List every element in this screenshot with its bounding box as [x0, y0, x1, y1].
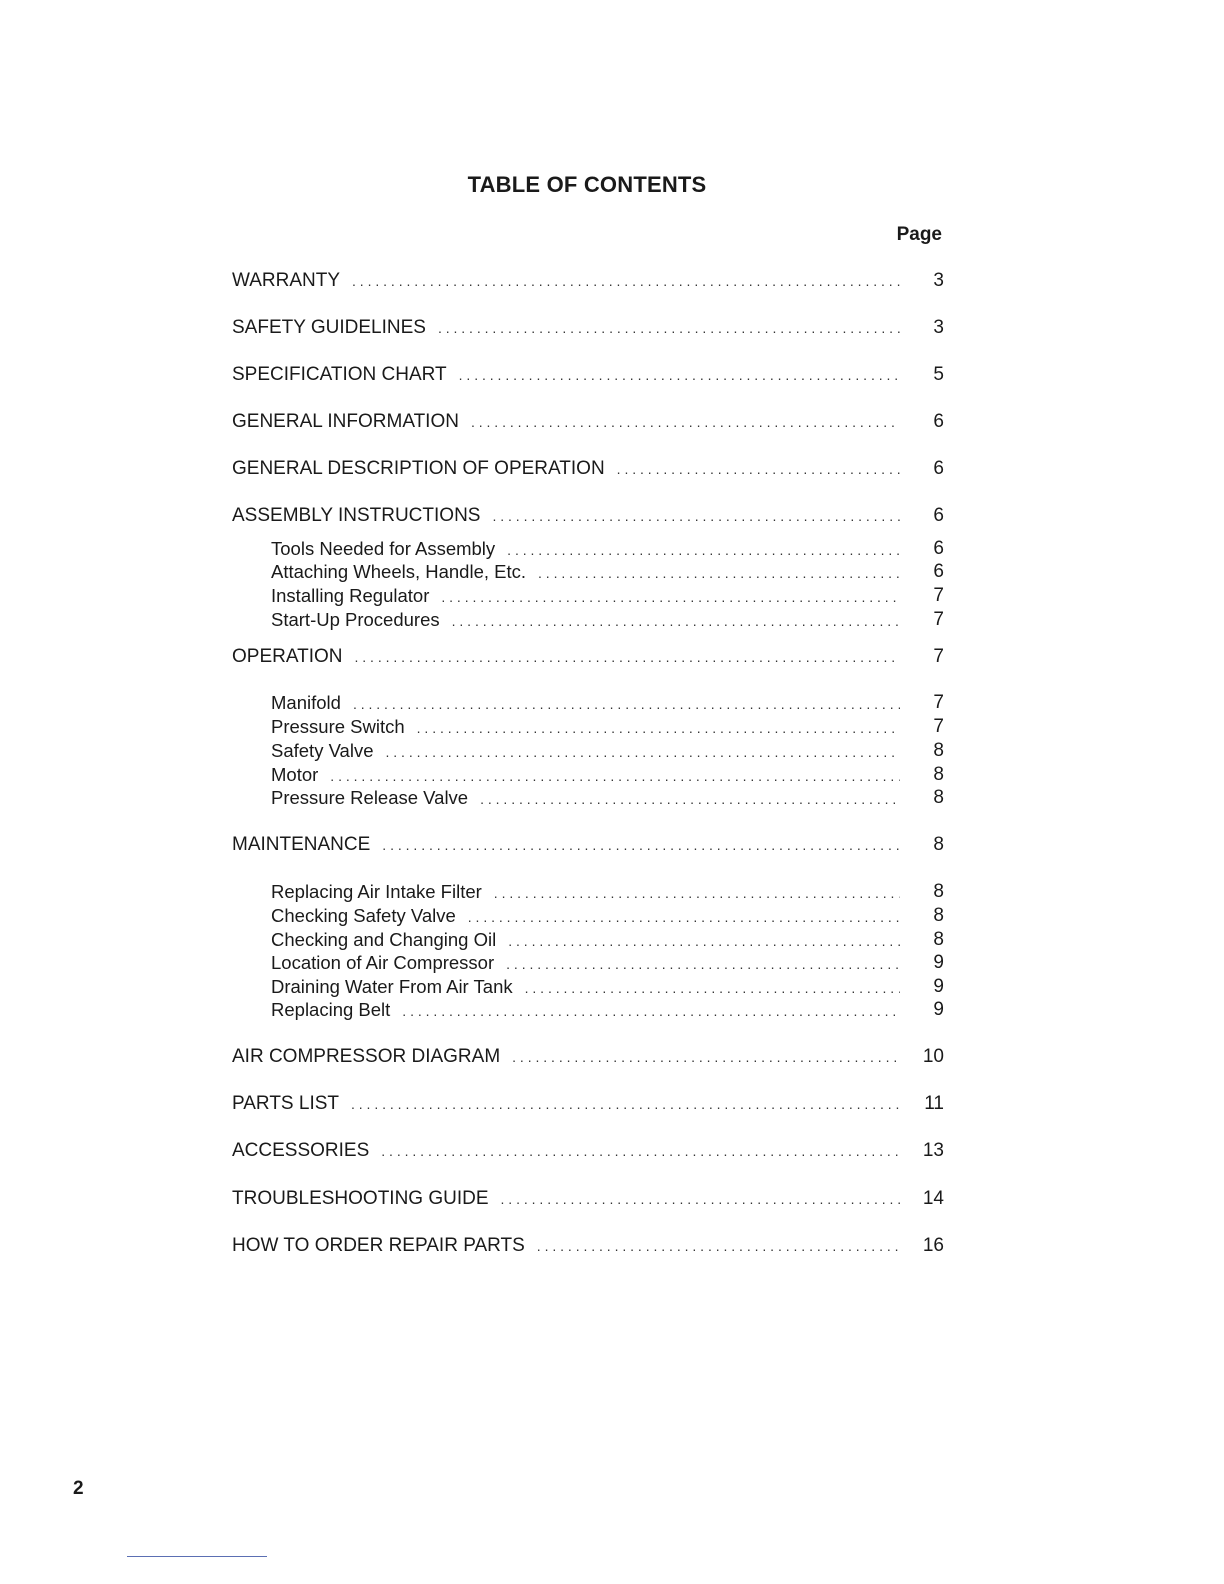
toc-entry — [232, 317, 900, 339]
toc-entry-page: 9 — [933, 976, 944, 997]
dot-leader — [538, 562, 900, 584]
dot-leader — [525, 977, 900, 999]
toc-entry-page: 13 — [922, 1140, 944, 1161]
toc-entry-label: HOW TO ORDER REPAIR PARTS — [232, 1235, 525, 1256]
dot-leader — [508, 930, 900, 952]
toc-subentry — [271, 952, 900, 975]
toc-entry-label: SPECIFICATION CHART — [232, 364, 447, 385]
toc-entry — [232, 1046, 900, 1068]
dot-leader — [355, 646, 901, 668]
toc-entry-page: 6 — [933, 505, 944, 526]
toc-entry-page: 8 — [933, 929, 944, 950]
toc-subentry — [271, 976, 900, 999]
dot-leader — [417, 717, 900, 739]
toc-entry-label: OPERATION — [232, 646, 343, 667]
toc-entry — [232, 505, 900, 527]
dot-leader — [352, 270, 900, 292]
toc-entry-label: Pressure Release Valve — [271, 787, 469, 808]
toc-entry-label: Start-Up Procedures — [271, 609, 440, 630]
toc-entry — [232, 1140, 900, 1162]
toc-entry-page: 7 — [933, 646, 944, 667]
toc-entry — [232, 270, 900, 292]
toc-entry-label: Motor — [271, 764, 319, 785]
toc-entry — [232, 646, 900, 668]
toc-subentry — [271, 561, 900, 584]
toc-entry-page: 16 — [922, 1235, 944, 1256]
dot-leader — [441, 586, 900, 608]
toc-entry-label: Draining Water From Air Tank — [271, 976, 513, 997]
toc-entry-page: 8 — [933, 787, 944, 808]
dot-leader — [507, 539, 900, 561]
toc-entry-page: 5 — [933, 364, 944, 385]
toc-entry — [232, 411, 900, 433]
page-column-header: Page — [896, 224, 942, 245]
dot-leader — [402, 1000, 900, 1022]
toc-entry-page: 6 — [933, 538, 944, 559]
toc-entry — [232, 364, 900, 386]
dot-leader — [506, 953, 900, 975]
toc-entry-page: 6 — [933, 561, 944, 582]
toc-entry-page: 8 — [933, 905, 944, 926]
toc-entry-page: 10 — [922, 1046, 944, 1067]
dot-leader — [468, 906, 900, 928]
toc-entry-label: SAFETY GUIDELINES — [232, 317, 426, 338]
toc-entry-label: Safety Valve — [271, 740, 374, 761]
toc-entry-page: 8 — [933, 881, 944, 902]
toc-entry — [232, 1188, 900, 1210]
toc-entry-label: ASSEMBLY INSTRUCTIONS — [232, 505, 481, 526]
toc-entry-page: 7 — [933, 609, 944, 630]
toc-entry-page: 6 — [933, 411, 944, 432]
toc-entry-page: 7 — [933, 692, 944, 713]
toc-subentry — [271, 692, 900, 715]
toc-entry — [232, 1093, 900, 1115]
toc-entry-label: TROUBLESHOOTING GUIDE — [232, 1188, 489, 1209]
toc-entry-label: Pressure Switch — [271, 716, 405, 737]
dot-leader — [330, 765, 900, 787]
dot-leader — [471, 411, 900, 433]
toc-entry-label: GENERAL INFORMATION — [232, 411, 459, 432]
toc-entry — [232, 458, 900, 480]
dot-leader — [381, 1140, 900, 1162]
dot-leader — [351, 1093, 900, 1115]
page-title: TABLE OF CONTENTS — [467, 172, 707, 197]
toc-entry-page: 8 — [933, 740, 944, 761]
toc-subentry — [271, 538, 900, 561]
toc-entry-label: Location of Air Compressor — [271, 952, 495, 973]
toc-entry — [232, 1235, 900, 1257]
toc-subentry — [271, 787, 900, 810]
toc-entry-label: Checking and Changing Oil — [271, 929, 497, 950]
toc-entry-label: Checking Safety Valve — [271, 905, 456, 926]
toc-subentry — [271, 716, 900, 739]
toc-entry-label: GENERAL DESCRIPTION OF OPERATION — [232, 458, 605, 479]
toc-subentry — [271, 999, 900, 1022]
toc-subentry — [271, 881, 900, 904]
dot-leader — [617, 458, 900, 480]
dot-leader — [438, 317, 900, 339]
toc-entry-page: 6 — [933, 458, 944, 479]
toc-entry-page: 8 — [933, 764, 944, 785]
toc-entry-label: Manifold — [271, 692, 341, 713]
toc-subentry — [271, 609, 900, 632]
toc-entry-page: 9 — [933, 952, 944, 973]
toc-subentry — [271, 740, 900, 763]
scan-artifact-line — [127, 1556, 267, 1557]
toc-entry-label: MAINTENANCE — [232, 834, 371, 855]
toc-subentry — [271, 585, 900, 608]
toc-entry-label: ACCESSORIES — [232, 1140, 370, 1161]
toc-entry-label: Replacing Air Intake Filter — [271, 881, 482, 902]
toc-subentry — [271, 764, 900, 787]
dot-leader — [459, 364, 900, 386]
dot-leader — [480, 788, 900, 810]
page-number: 2 — [73, 1478, 84, 1499]
toc-entry — [232, 834, 900, 856]
dot-leader — [452, 610, 900, 632]
dot-leader — [537, 1235, 900, 1257]
dot-leader — [501, 1188, 900, 1210]
toc-subentry — [271, 905, 900, 928]
dot-leader — [492, 505, 900, 527]
dot-leader — [386, 741, 901, 763]
toc-entry-page: 8 — [933, 834, 944, 855]
dot-leader — [353, 693, 900, 715]
toc-subentry — [271, 929, 900, 952]
toc-entry-label: WARRANTY — [232, 270, 341, 291]
dot-leader — [494, 882, 900, 904]
dot-leader — [382, 834, 900, 856]
toc-entry-label: Replacing Belt — [271, 999, 391, 1020]
toc-entry-label: Attaching Wheels, Handle, Etc. — [271, 561, 527, 582]
toc-entry-page: 7 — [933, 585, 944, 606]
toc-entry-label: AIR COMPRESSOR DIAGRAM — [232, 1046, 501, 1067]
toc-entry-page: 11 — [924, 1093, 944, 1114]
toc-entry-label: Installing Regulator — [271, 585, 430, 606]
toc-entry-page: 3 — [933, 317, 944, 338]
dot-leader — [512, 1046, 900, 1068]
toc-entry-page: 7 — [933, 716, 944, 737]
toc-entry-page: 3 — [933, 270, 944, 291]
toc-entry-page: 14 — [922, 1188, 944, 1209]
toc-entry-label: Tools Needed for Assembly — [271, 538, 496, 559]
toc-entry-label: PARTS LIST — [232, 1093, 339, 1114]
toc-entry-page: 9 — [933, 999, 944, 1020]
